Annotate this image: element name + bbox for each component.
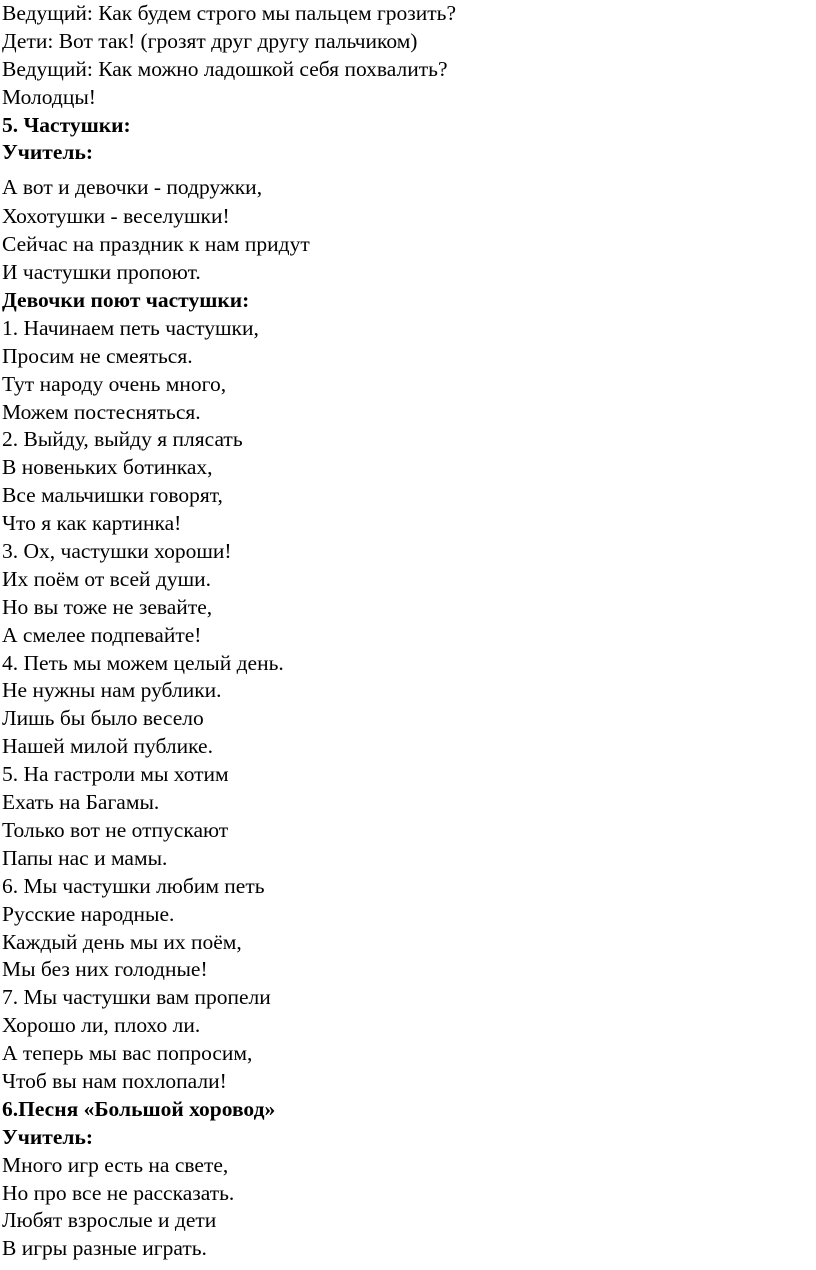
section-heading: 5. Частушки: <box>2 112 131 137</box>
text-line: Но вы тоже не зевайте, <box>2 594 213 619</box>
text-line: Только вот не отпускают <box>2 817 229 842</box>
text-line: Молодцы! <box>2 84 96 109</box>
text-line: Просим не смеяться. <box>2 343 193 368</box>
text-line: 6. Мы частушки любим петь <box>2 873 265 898</box>
text-line: Много игр есть на свете, <box>2 1152 229 1177</box>
section-heading: Учитель: <box>2 1124 93 1149</box>
text-line: Сейчас на праздник к нам придут <box>2 232 310 257</box>
text-line: Ведущий: Как можно ладошкой себя похвалить? <box>2 56 448 81</box>
text-line: Папы нас и мамы. <box>2 845 168 870</box>
text-line: И частушки пропоют. <box>2 260 201 285</box>
text-line: Тут народу очень много, <box>2 371 227 396</box>
section-heading: Девочки поют частушки: <box>2 288 250 313</box>
text-line: 4. Петь мы можем целый день. <box>2 650 284 675</box>
text-line: Мы без них голодные! <box>2 957 208 982</box>
text-line: 7. Мы частушки вам пропели <box>2 985 271 1010</box>
text-line: Не нужны нам рублики. <box>2 678 222 703</box>
section-heading: 6.Песня «Большой хоровод» <box>2 1096 276 1121</box>
text-line: Любят взрослые и дети <box>2 1208 217 1233</box>
text-line: Что я как картинка! <box>2 511 182 536</box>
text-line: Лишь бы было весело <box>2 706 204 731</box>
text-line: Дети: Вот так! (грозят друг другу пальчиком) <box>2 28 418 53</box>
text-line: 3. Ох, частушки хороши! <box>2 539 232 564</box>
text-line: Их поём от всей души. <box>2 566 212 591</box>
text-line: Все мальчишки говорят, <box>2 483 223 508</box>
text-line: Хохотушки - веселушки! <box>2 204 230 229</box>
text-line: Можем постесняться. <box>2 399 201 424</box>
text-line: Ехать на Багамы. <box>2 790 160 815</box>
text-line: Каждый день мы их поём, <box>2 929 242 954</box>
text-line: Ведущий: Как будем строго мы пальцем грозить? <box>2 1 456 25</box>
text-line: Хорошо ли, плохо ли. <box>2 1013 201 1038</box>
text-line: Русские народные. <box>2 901 175 926</box>
text-line: Но про все не рассказать. <box>2 1180 235 1205</box>
text-line: В игры разные играть. <box>2 1236 207 1261</box>
text-line: А теперь мы вас попросим, <box>2 1041 253 1066</box>
text-line: Нашей милой публике. <box>2 734 213 759</box>
text-line: 1. Начинаем петь частушки, <box>2 315 259 340</box>
text-line: 2. Выйду, выйду я плясать <box>2 427 243 452</box>
text-line: 5. На гастроли мы хотим <box>2 762 229 787</box>
text-line: А смелее подпевайте! <box>2 622 202 647</box>
text-line: В новеньких ботинках, <box>2 455 213 480</box>
text-line: А вот и девочки - подружки, <box>2 175 263 200</box>
text-line: Чтоб вы нам похлопали! <box>2 1068 227 1093</box>
section-heading: Учитель: <box>2 140 93 165</box>
